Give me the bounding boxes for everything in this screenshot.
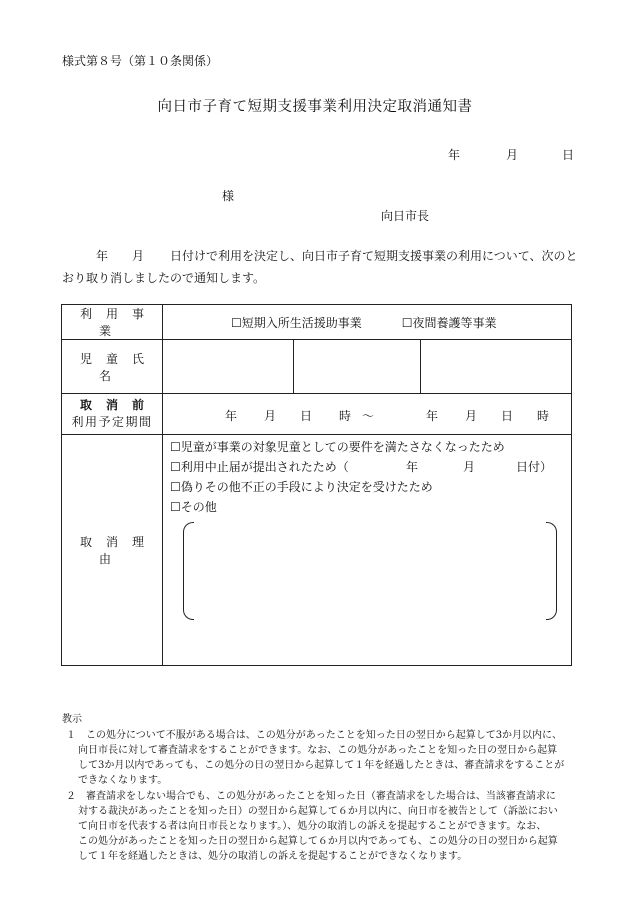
sender-name: 向日市長 — [381, 209, 430, 223]
reason-row — [62, 435, 572, 666]
date-day-label: 日 — [562, 148, 575, 162]
period-tilde: ～ — [362, 409, 375, 423]
period-end-year: 年 — [426, 409, 439, 423]
instruction-1-line-1: １ この処分について不服がある場合は、この処分があったことを知った日の翌日から起算して3か月以内に、 — [66, 730, 563, 741]
instruction-2-line-4: この処分があったことを知った日の翌日から起算して６か月以内であっても、この処分の日の翌日から起算 — [78, 836, 558, 847]
document-title: 向日市子育て短期支援事業利用決定取消通知書 — [157, 99, 473, 115]
instruction-1-line-2: 向日市長に対して審査請求をすることができます。なお、この処分があったことを知った日の翌日から起算 — [78, 745, 558, 756]
reason-option-withdrawal[interactable]: ☐利用中止届が提出されたため（ 年 月 日付） — [170, 460, 553, 474]
service-option-short-stay[interactable]: ☐短期入所生活援助事業 — [231, 315, 362, 330]
child-name-field-1[interactable] — [163, 340, 294, 394]
service-row — [62, 305, 572, 340]
notice-form-table — [61, 304, 572, 666]
instruction-2-line-5: して１年を経過したときは、処分の取消しの訴えを提起することができなくなります。 — [78, 851, 468, 862]
instruction-2-line-3: て向日市を代表する者は向日市長となります。）、処分の取消しの訴えを提起することができます。なお、 — [78, 821, 547, 832]
period-start-hour: 時 — [339, 409, 352, 423]
child-name-row — [62, 340, 572, 394]
other-reason-bracket-right — [546, 522, 557, 620]
other-reason-bracket-left — [183, 522, 194, 620]
other-reason-input-area[interactable] — [195, 522, 545, 618]
period-start-day: 日 — [300, 409, 313, 423]
service-option-night-care[interactable]: ☐夜間養護等事業 — [401, 315, 497, 330]
instruction-2-line-1: ２ 審査請求をしない場合でも、この処分があったことを知った日（審査請求をした場合は、当該審査請求に — [66, 791, 556, 802]
child-name-field-2[interactable] — [294, 340, 421, 394]
child-name-field-3[interactable] — [421, 340, 572, 394]
date-year-label: 年 — [448, 148, 461, 162]
reason-withdrawal-year: 年 — [406, 460, 419, 474]
reason-label: 取消理由 — [62, 435, 163, 666]
form-number: 様式第８号（第１０条関係） — [62, 54, 219, 68]
instructions-heading: 教示 — [62, 714, 82, 725]
service-options — [163, 305, 572, 340]
body-line2: おり取り消しましたので通知します。 — [62, 271, 266, 285]
period-end-day: 日 — [501, 409, 514, 423]
notice-body — [62, 245, 578, 289]
reason-withdrawal-month: 月 — [463, 460, 476, 474]
child-name-label: 児童氏名 — [62, 340, 163, 394]
body-line1: 日付けで利用を決定し、向日市子育て短期支援事業の利用について、次のと — [170, 249, 578, 263]
reason-option-ineligible[interactable]: ☐児童が事業の対象児童としての要件を満たさなくなったため — [170, 440, 505, 454]
reason-field — [163, 435, 572, 666]
instruction-1-line-4: できなくなります。 — [78, 775, 168, 786]
body-year-label: 年 — [96, 249, 109, 263]
reason-option-other[interactable]: ☐その他 — [170, 500, 217, 514]
period-label: 取消前 利用予定期間 — [62, 394, 163, 435]
period-row — [62, 394, 572, 435]
reason-option-fraud[interactable]: ☐偽りその他不正の手段により決定を受けたため — [170, 480, 433, 494]
instruction-2-line-2: 対する裁決があったことを知った日）の翌日から起算して６か月以内に、向日市を被告として（訴訟におい — [78, 806, 558, 817]
period-start-year: 年 — [225, 409, 238, 423]
period-end-month: 月 — [465, 409, 478, 423]
period-end-hour: 時 — [537, 409, 550, 423]
recipient-honorific: 様 — [222, 189, 235, 203]
reason-withdrawal-day: 日付） — [516, 460, 553, 474]
date-month-label: 月 — [506, 148, 519, 162]
instruction-1-line-3: して3か月以内であっても、この処分の日の翌日から起算して１年を経過したときは、審査請求をすることが — [78, 760, 565, 771]
service-label: 利用事業 — [62, 305, 163, 340]
body-month-label: 月 — [132, 249, 145, 263]
period-start-month: 月 — [264, 409, 277, 423]
period-field[interactable] — [163, 394, 572, 435]
